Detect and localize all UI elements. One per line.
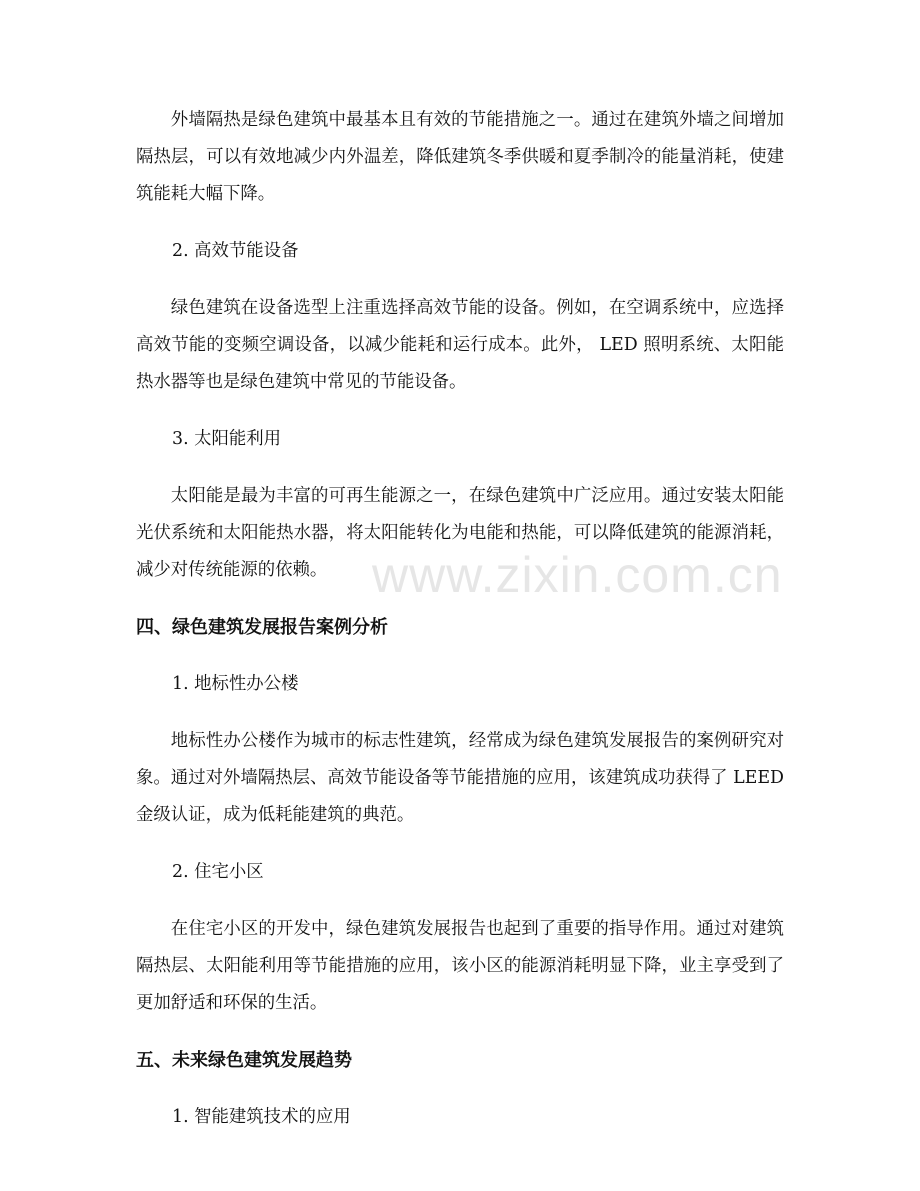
section-heading-case-analysis: 四、绿色建筑发展报告案例分析 xyxy=(136,617,388,638)
watermark: www.zixin.com.cn xyxy=(372,547,783,603)
subheading-smart-building: 1. 智能建筑技术的应用 xyxy=(172,1107,351,1127)
subheading-residential-community: 2. 住宅小区 xyxy=(172,862,264,882)
paragraph-residential-community: 在住宅小区的开发中，绿色建筑发展报告也起到了重要的指导作用。通过对建筑隔热层、太阳能利用等节能措施的应用，该小区的能源消耗明显下降，业主享受到了更加舒适和环保的生活。 xyxy=(136,919,784,1013)
paragraph-landmark-office: 地标性办公楼作为城市的标志性建筑，经常成为绿色建筑发展报告的案例研究对象。通过对外墙隔热层、高效节能设备等节能措施的应用，该建筑成功获得了 LEED 金级认证，成为低耗能建筑的典范。 xyxy=(136,731,784,825)
document-body xyxy=(136,102,784,1156)
subheading-landmark-office: 1. 地标性办公楼 xyxy=(172,674,299,694)
paragraph-efficient-equipment: 绿色建筑在设备选型上注重选择高效节能的设备。例如，在空调系统中，应选择高效节能的变频空调设备，以减少能耗和运行成本。此外， LED 照明系统、太阳能热水器等也是绿色建筑中常见的节能设备。 xyxy=(136,298,784,392)
subheading-efficient-equipment: 2. 高效节能设备 xyxy=(172,241,299,261)
subheading-solar-energy: 3. 太阳能利用 xyxy=(172,429,282,449)
paragraph-solar-energy: 太阳能是最为丰富的可再生能源之一，在绿色建筑中广泛应用。通过安装太阳能光伏系统和太阳能热水器，将太阳能转化为电能和热能，可以降低建筑的能源消耗，减少对传统能源的依赖。 xyxy=(136,486,784,580)
paragraph-exterior-wall-insulation: 外墙隔热是绿色建筑中最基本且有效的节能措施之一。通过在建筑外墙之间增加隔热层，可以有效地减少内外温差，降低建筑冬季供暖和夏季制冷的能量消耗，使建筑能耗大幅下降。 xyxy=(136,110,784,204)
section-heading-future-trends: 五、未来绿色建筑发展趋势 xyxy=(136,1050,352,1071)
